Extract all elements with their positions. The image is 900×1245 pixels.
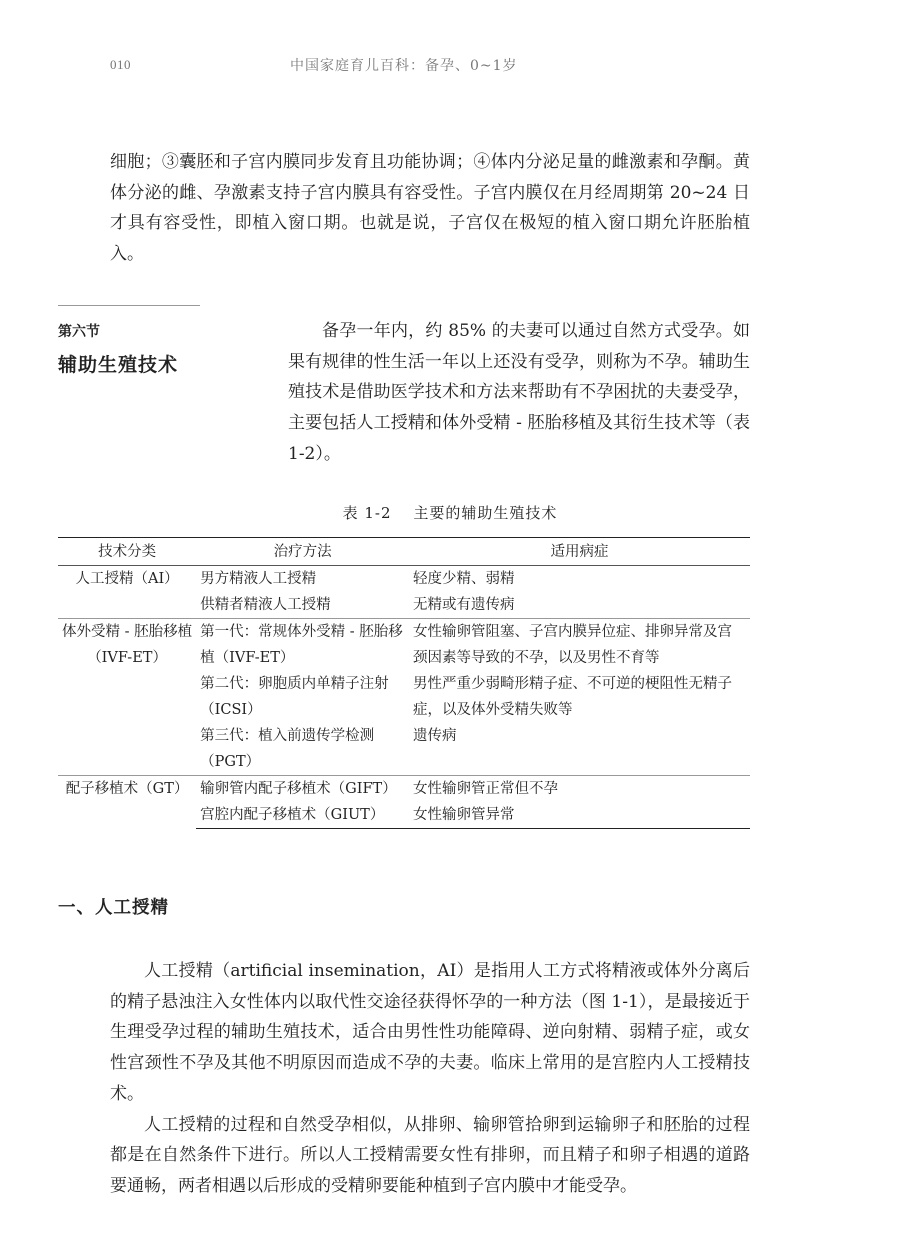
page-number: 010 <box>110 57 131 72</box>
method-cell: 宫腔内配子移植术（GIUT） <box>196 802 409 829</box>
category-cell: 配子移植术（GT） <box>58 776 196 829</box>
intro-paragraph <box>110 147 750 270</box>
table-header-row <box>58 538 750 566</box>
indication-cell: 女性输卵管正常但不孕 <box>409 776 750 803</box>
indication-cell: 无精或有遗传病 <box>413 597 515 613</box>
table-row <box>58 776 750 803</box>
table-caption <box>0 502 900 523</box>
table-row <box>58 566 750 593</box>
indication-cell: 女性输卵管阻塞、子宫内膜异位症、排卵异常及宫颈因素等导致的不孕，以及男性不育等 <box>409 619 750 672</box>
running-header-title: 中国家庭育儿百科：备孕、0~1岁 <box>290 58 518 74</box>
indication-cell: 遗传病 <box>413 728 457 744</box>
method-cell: 输卵管内配子移植术（GIFT） <box>196 776 409 803</box>
body-paragraph: 人工授精的过程和自然受孕相似，从排卵、输卵管拾卵到运输卵子和胚胎的过程都是在自然条件下进行。所以人工授精需要女性有排卵，而且精子和卵子相遇的道路要通畅，两者相遇以后形成的受精卵要能种植到子宫内膜中才能受孕。 <box>110 1114 750 1196</box>
method-cell: 第二代：卵胞质内单精子注射（ICSI） <box>200 676 389 718</box>
section-divider <box>58 305 200 306</box>
method-cell: 第一代：常规体外受精 - 胚胎移植（IVF-ET） <box>196 619 409 672</box>
indication-cell: 女性输卵管异常 <box>409 802 750 829</box>
section-title: 辅助生殖技术 <box>58 354 179 376</box>
category-cell: 人工授精（AI） <box>75 571 179 587</box>
body-paragraph: 人工授精（artificial insemination，AI）是指用人工方式将精液或体外分离后的精子悬浊注入女性体内以取代性交途径获得怀孕的一种方法（图 1-1），是最接近于生理受孕过程的辅助生殖技术，适合由男性性功能障碍、逆向射精、弱精子症，或女性宫颈性不孕及其他不明原因而造成不孕的夫妻。临床上常用的是宫腔内人工授精技术。 <box>110 961 750 1104</box>
table-row <box>58 619 750 672</box>
header-indication: 适用病症 <box>409 538 750 566</box>
section-number: 第六节 <box>58 324 100 340</box>
subsection-body <box>110 956 750 1202</box>
method-cell: 供精者精液人工授精 <box>200 597 331 613</box>
table-caption-label: 表 1-2 <box>342 504 392 522</box>
category-cell: 体外受精 - 胚胎移植（IVF-ET） <box>58 619 196 776</box>
intro-paragraph-text: 细胞；③囊胚和子宫内膜同步发育且功能协调；④体内分泌足量的雌激素和孕酮。黄体分泌的雌、孕激素支持子宫内膜具有容受性。子宫内膜仅在月经周期第 20~24 日才具有容受性，即植入窗口期。也就是说，子宫仅在极短的植入窗口期允许胚胎植入。 <box>110 152 750 265</box>
indication-cell: 轻度少精、弱精 <box>413 571 515 587</box>
table-caption-title: 主要的辅助生殖技术 <box>413 504 558 522</box>
header-category: 技术分类 <box>58 538 196 566</box>
header-method: 治疗方法 <box>196 538 409 566</box>
method-cell: 第三代：植入前遗传学检测（PGT） <box>200 728 375 770</box>
section-body: 备孕一年内，约 85% 的夫妻可以通过自然方式受孕。如果有规律的性生活一年以上还没有受孕，则称为不孕。辅助生殖技术是借助医学技术和方法来帮助有不孕困扰的夫妻受孕，主要包括人工授精和体外受精 - 胚胎移植及其衍生技术等（表 1-2）。 <box>288 321 750 464</box>
indication-cell: 男性严重少弱畸形精子症、不可逆的梗阻性无精子症，以及体外受精失败等 <box>413 676 732 718</box>
assisted-reproduction-table <box>58 537 750 829</box>
subsection-heading: 一、人工授精 <box>58 898 169 918</box>
method-cell: 男方精液人工授精 <box>200 571 317 587</box>
